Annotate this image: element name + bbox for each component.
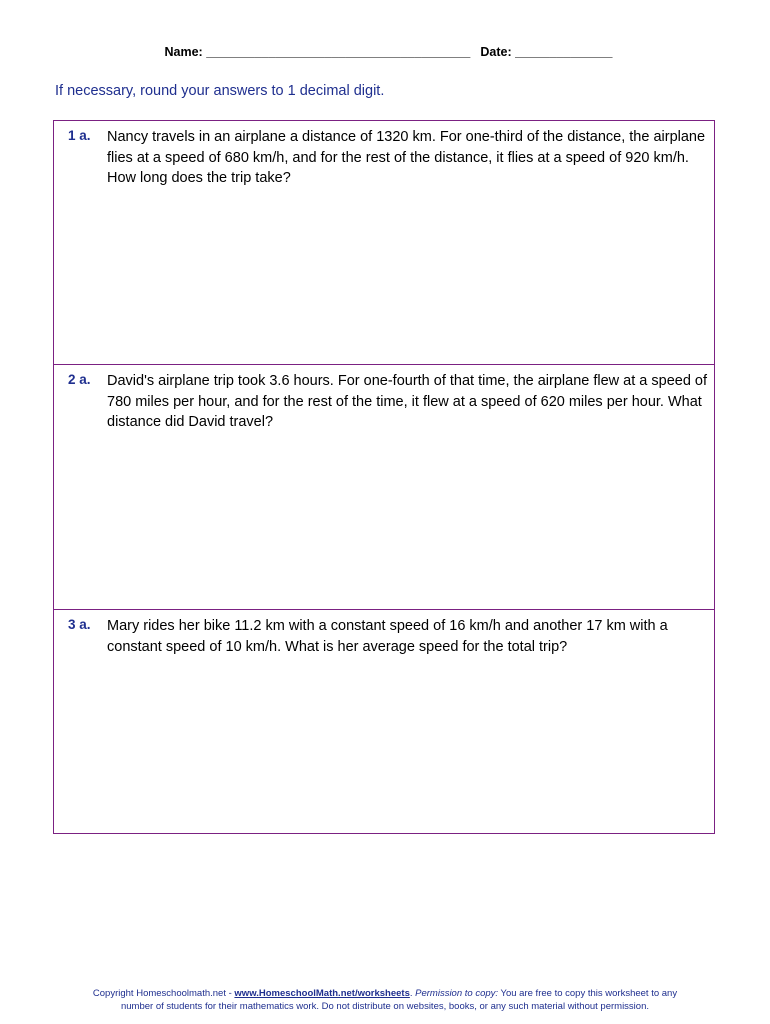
problem-text: Nancy travels in an airplane a distance of 1320 km. For one-third of the distance, the airplane flies at a speed of 680 km/h, and for the rest of the distance, it flies at a speed of 920 km/h. How long does the trip take? (107, 129, 706, 186)
permission-label: Permission to copy: (415, 988, 499, 999)
instruction-text: If necessary, round your answers to 1 decimal digit. (55, 83, 385, 99)
problem-2 (54, 365, 714, 610)
copyright-footer (0, 987, 770, 1013)
problem-1 (54, 121, 714, 365)
problem-3 (54, 610, 714, 833)
problem-number: 2 a. (68, 372, 91, 387)
name-label: Name: ______________________________________ (164, 45, 471, 59)
worksheet-header (0, 31, 770, 59)
footer-line-1 (0, 987, 770, 1000)
problem-text: David's airplane trip took 3.6 hours. For one-fourth of that time, the airplane flew at a speed of 780 miles per hour, and for the rest of the time, it flew at a speed of 620 miles per hour. What distance did David travel? (107, 373, 708, 430)
permission-text: You are free to copy this worksheet to any (498, 988, 678, 999)
problem-number: 3 a. (68, 617, 91, 632)
problems-box (53, 120, 715, 834)
worksheets-link[interactable]: www.HomeschoolMath.net/worksheets (234, 988, 410, 999)
footer-line-2: number of students for their mathematics work. Do not distribute on websites, books, or any such material without permission. (120, 1001, 649, 1012)
copyright-text: Copyright Homeschoolmath.net - (92, 988, 235, 999)
date-label: Date: ______________ (480, 45, 613, 59)
footer-dot: . (409, 988, 416, 999)
problem-number: 1 a. (68, 128, 91, 143)
problem-text: Mary rides her bike 11.2 km with a constant speed of 16 km/h and another 17 km with a constant speed of 10 km/h. What is her average speed for the total trip? (107, 618, 668, 655)
